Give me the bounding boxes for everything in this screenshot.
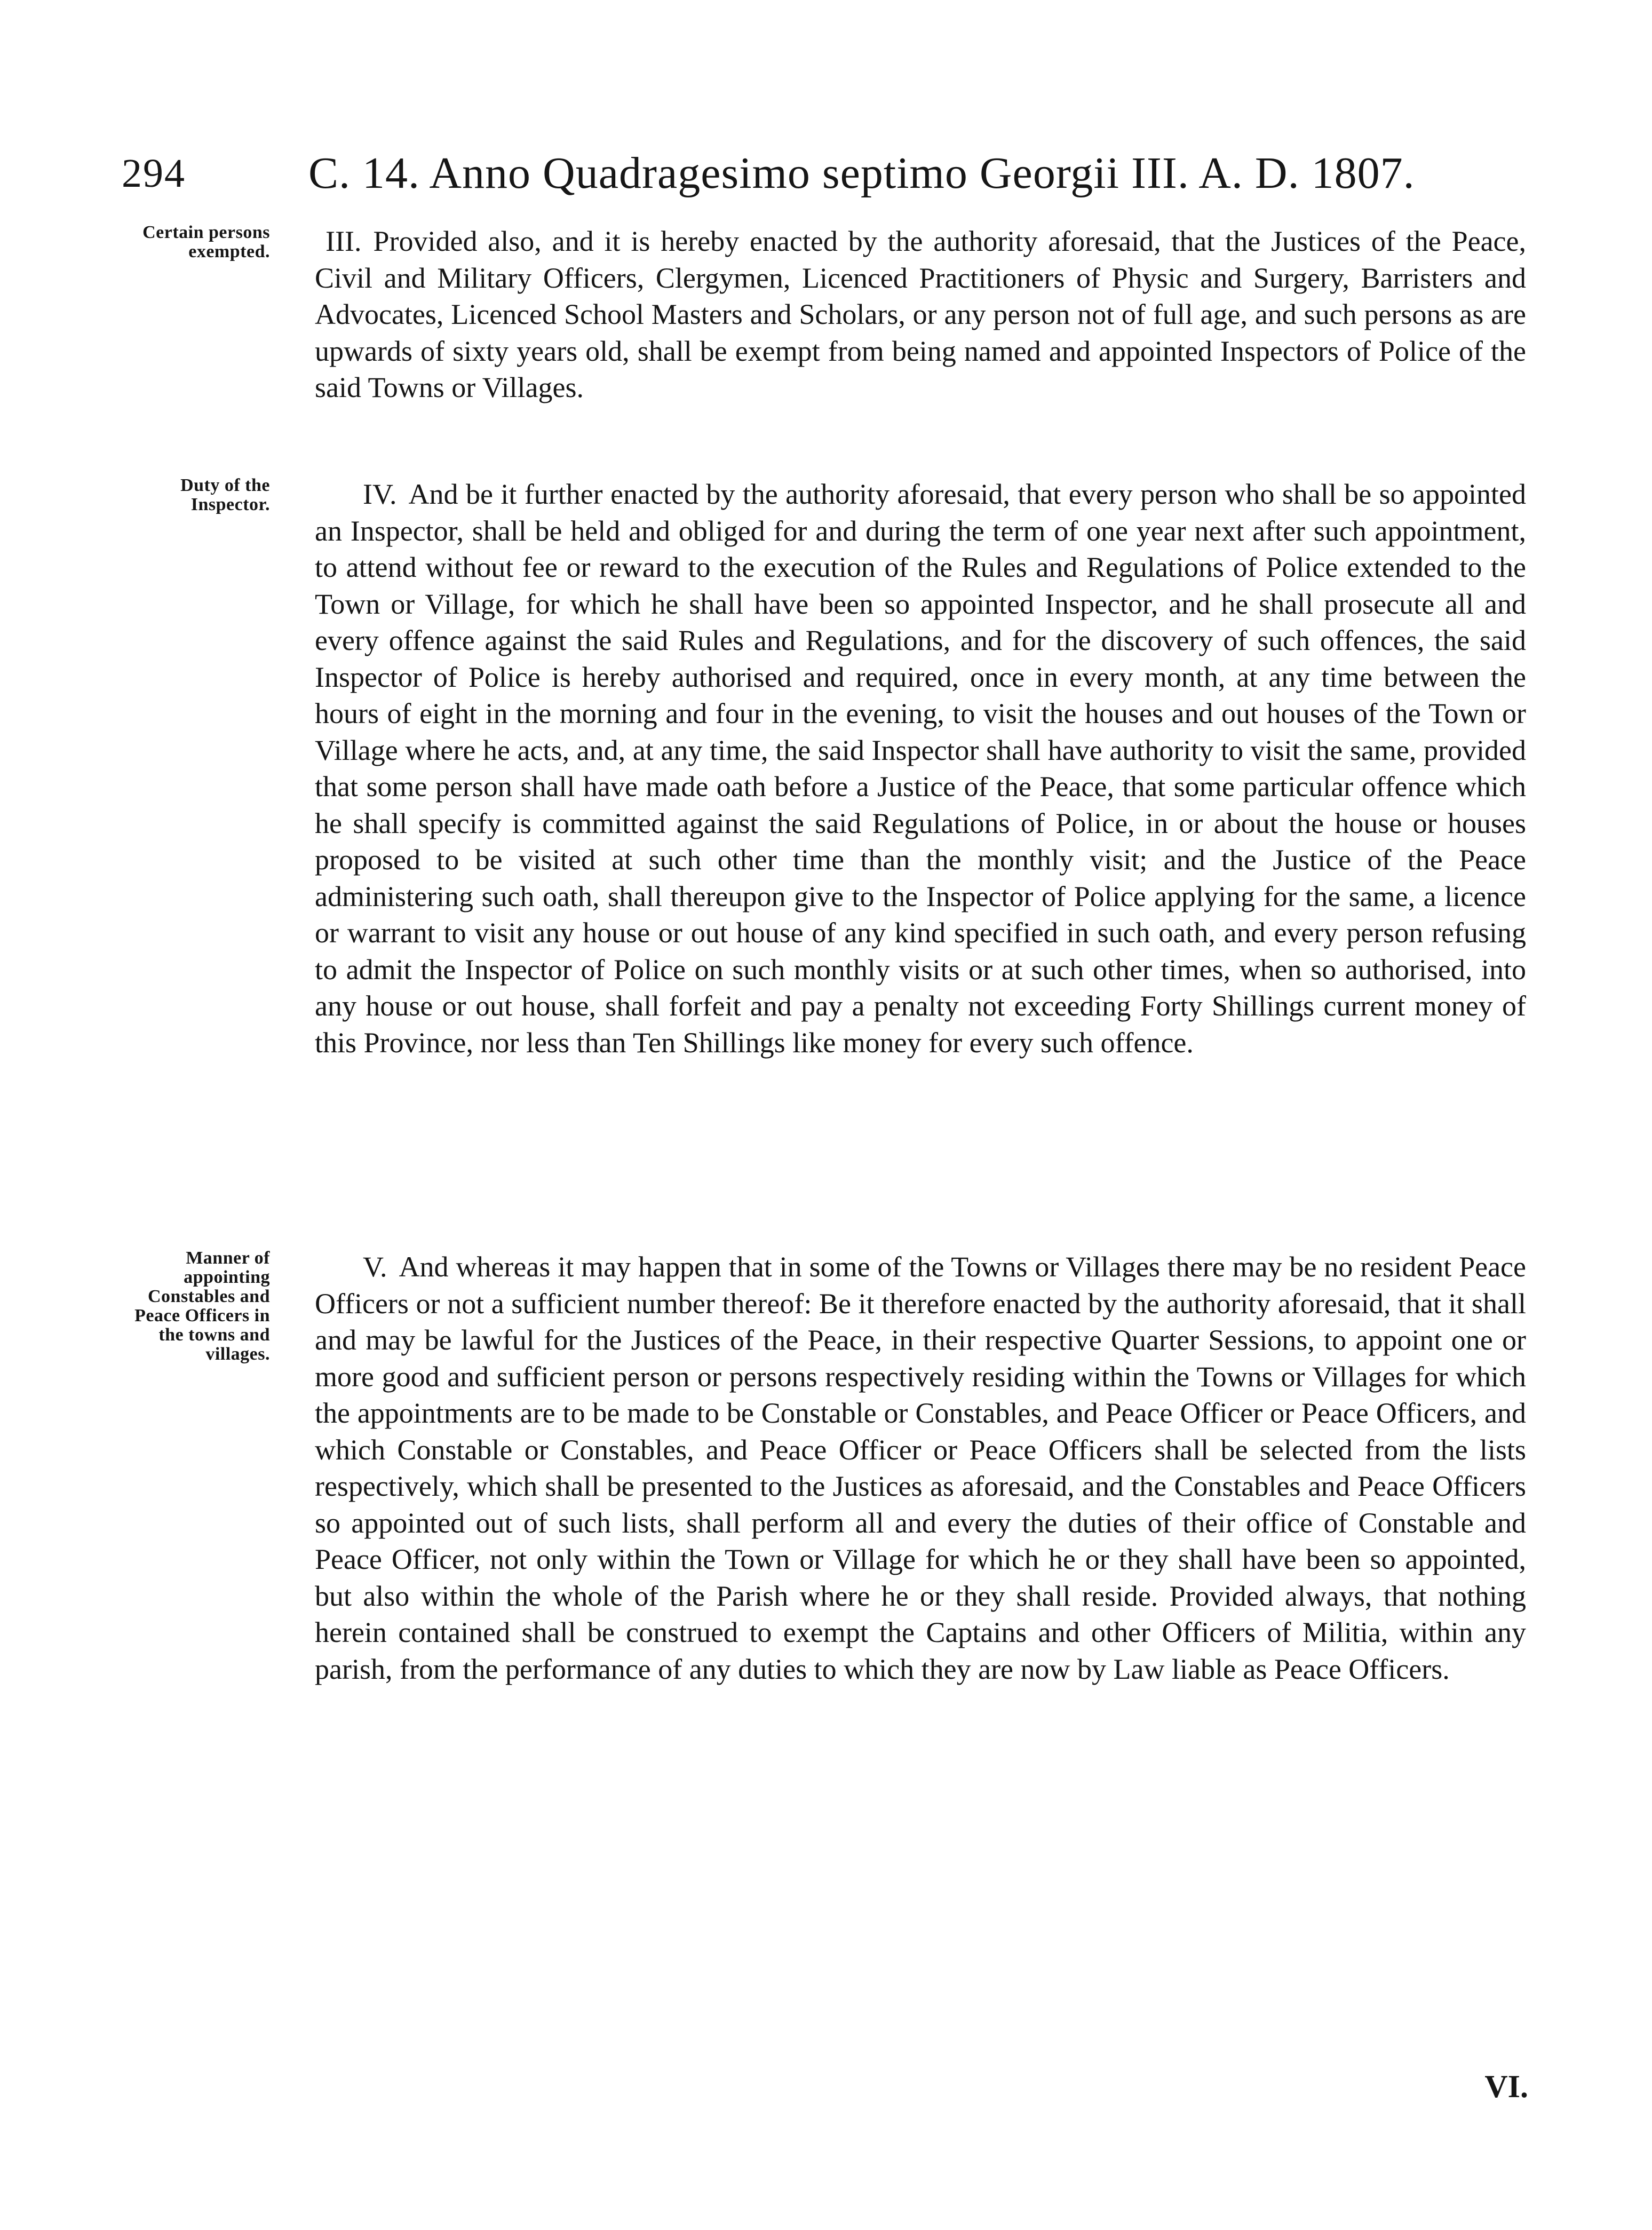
page-header xyxy=(122,144,1552,208)
margin-note: Manner of appointing Constables and Peace Officers in the towns and villages. xyxy=(134,1248,270,1364)
margin-note: Duty of the Inspector. xyxy=(180,475,270,514)
section-number: IV. xyxy=(363,478,397,510)
paragraph xyxy=(315,476,1526,1061)
catchword: VI. xyxy=(1484,2069,1528,2104)
paragraph xyxy=(315,223,1526,406)
paragraph-text: And be it further enacted by the authority aforesaid, that every person who shall be so appointed an Inspector, shall be held and obliged for and during the term of one year next after such appointment, to attend without fee or reward to the execution of the Rules and Regulations of Police extended to the Town or Village, for which he shall have been so appointed Inspector, and he shall prosecute all and every offence against the said Rules and Regulations, and for the discovery of such offences, the said Inspector of Police is hereby authorised and required, once in every month, at any time between the hours of eight in the morning and four in the evening, to visit the houses and out houses of the Town or Village where he acts, and, at any time, the said Inspector shall have authority to visit the same, provided that some person shall have made oath before a Justice of the Peace, that some particular offence which he shall specify is committed against the said Regulations of Police, in or about the house or houses proposed to be visited at such other time than the monthly visit; and the Justice of the Peace administering such oath, shall thereupon give to the Inspector of Police applying for the same, a licence or warrant to visit any house or out house of any kind specified in such oath, and every person refusing to admit the Inspector of Police on such monthly visits or at such other times, when so authorised, into any house or out house, shall forfeit and pay a penalty not exceeding Forty Shillings current money of this Province, nor less than Ten Shillings like money for every such offence. xyxy=(315,478,1526,1059)
page-number: 294 xyxy=(122,151,186,196)
margin-note: Certain persons exempted. xyxy=(142,223,270,261)
paragraph xyxy=(315,1249,1526,1687)
paragraph-text: Provided also, and it is hereby enacted by the authority aforesaid, that the Justices of the Peace, Civil and Military Officers, Clergymen, Licenced Practitioners of Physic and Surgery, Barristers and Advocates, Licenced School Masters and Scholars, or any person not of full age, and such persons as are upwards of sixty years old, shall be exempt from being named and appointed Inspectors of Police of the said Towns or Villages. xyxy=(315,225,1526,403)
section-number: V. xyxy=(363,1251,387,1283)
section-number: III. xyxy=(325,225,362,257)
paragraph-text: And whereas it may happen that in some of the Towns or Villages there may be no resident Peace Officers or not a sufficient number thereof: Be it therefore enacted by the authority aforesaid, that it shall and may be lawful for the Justices of the Peace, in their respective Quarter Sessions, to appoint one or more good and sufficient person or persons respectively residing within the Towns or Villages for which the appointments are to be made to be Constable or Constables, and Peace Officer or Peace Officers, and which Constable or Constables, and Peace Officer or Peace Officers shall be selected from the lists respectively, which shall be presented to the Justices as aforesaid, and the Constables and Peace Officers so appointed out of such lists, shall perform all and every the duties of their office of Constable and Peace Officer, not only within the Town or Village for which he or they shall have been so appointed, but also within the whole of the Parish where he or they shall reside. Provided always, that nothing herein contained shall be construed to exempt the Captains and other Officers of Militia, within any parish, from the performance of any duties to which they are now by Law liable as Peace Officers. xyxy=(315,1251,1526,1685)
running-title: C. 14. Anno Quadragesimo septimo Georgii III. A. D. 1807. xyxy=(308,148,1415,198)
